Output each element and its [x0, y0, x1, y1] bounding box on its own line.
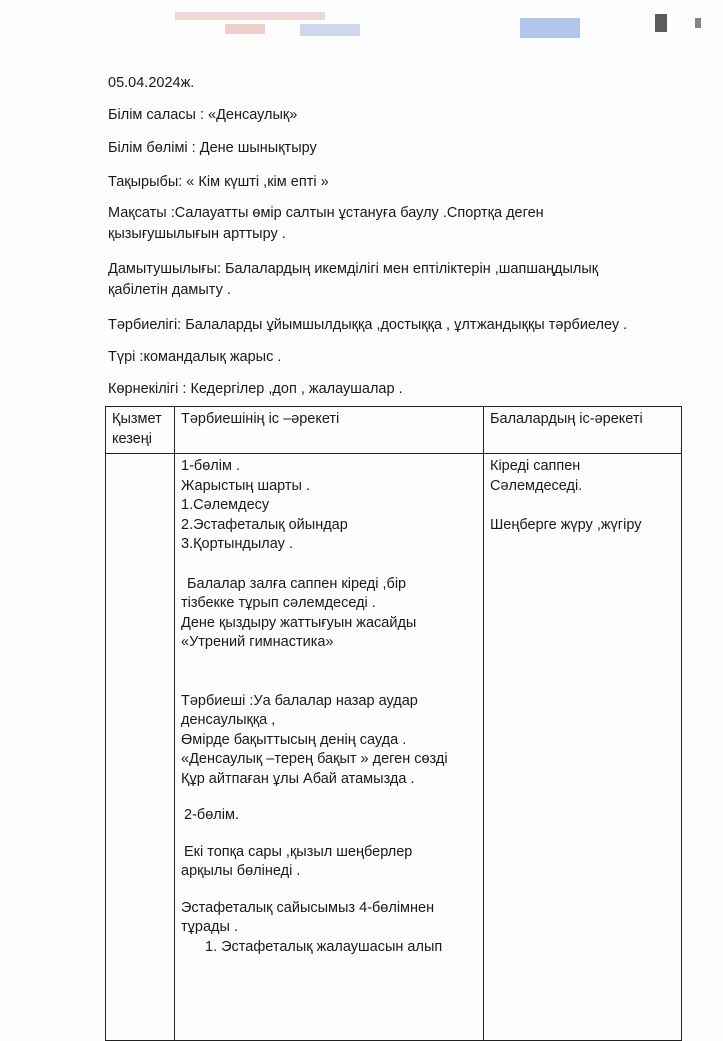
- part-2-title: 2-бөлім.: [184, 807, 239, 823]
- stage-cell: [106, 454, 175, 1041]
- education-area: Білім саласы : «Денсаулық»: [108, 107, 298, 123]
- children-text-line: Сәлемдеседі.: [490, 477, 583, 494]
- lesson-topic: Тақырыбы: « Кім күшті ,кім епті »: [108, 174, 329, 190]
- developmental-goal: [108, 259, 668, 301]
- rule-item-1: 1.Сәлемдесу: [181, 497, 270, 513]
- lesson-goal: [108, 203, 668, 245]
- teacher-text-line: денсаулыққа ,: [181, 712, 276, 728]
- teacher-activity-cell: [175, 454, 484, 1041]
- teacher-text-line: Тәрбиеші :Уа балалар назар аудар: [181, 692, 418, 709]
- teacher-text-line: Дене қыздыру жаттығуын жасайды: [181, 614, 417, 631]
- dev-line-1: Дамытушылығы: Балалардың икемділігі мен ептіліктерін ,шапшаңдылық: [108, 261, 599, 277]
- children-text-line: Кіреді саппен: [490, 458, 581, 474]
- scan-artifact-strip: [0, 0, 723, 40]
- children-activity-cell: [484, 454, 682, 1041]
- educational-goal: Тәрбиелігі: Балаларды ұйымшылдыққа ,достыққа , ұлтжандыққы тәрбиелеу .: [108, 317, 628, 333]
- teacher-text-line: Өмірде бақыттысың денің сауда .: [181, 731, 407, 748]
- teacher-text-line: Эстафеталық сайысымыз 4-бөлімнен: [181, 899, 435, 916]
- part-1-title: 1-бөлім .: [181, 458, 240, 474]
- goal-line-2: қызығушылығын арттыру .: [108, 226, 286, 242]
- teacher-text-line: «Денсаулық –терең бақыт » деген сөзді: [181, 751, 448, 767]
- teacher-text-line: Екі топқа сары ,қызыл шеңберлер: [184, 843, 413, 860]
- relay-item-1: 1. Эстафеталық жалаушасын алып: [205, 938, 443, 955]
- header-children-activity: Балалардың іс-әрекеті: [484, 407, 682, 454]
- dev-line-2: қабілетін дамыту .: [108, 282, 231, 298]
- header-stage-line-1: Қызмет: [112, 411, 162, 427]
- teacher-text-line: Балалар залға саппен кіреді ,бір: [187, 575, 407, 592]
- education-section: Білім бөлімі : Дене шынықтыру: [108, 140, 317, 156]
- header-teacher-activity: Тәрбиешінің іс –әрекеті: [175, 407, 484, 454]
- table-row: [106, 454, 682, 1041]
- lesson-date: 05.04.2024ж.: [108, 75, 195, 91]
- header-stage-line-2: кезеңі: [112, 430, 153, 447]
- header-activity-stage: [106, 407, 175, 454]
- rule-item-2: 2.Эстафеталық ойындар: [181, 516, 348, 533]
- lesson-plan-table: [105, 406, 682, 1041]
- lesson-type: Түрі :командалық жарыс .: [108, 349, 282, 365]
- teacher-text-line: Құр айтпаған ұлы Абай атамызда .: [181, 770, 415, 787]
- teacher-text-line: тұрады .: [181, 919, 238, 935]
- teacher-text-line: тізбекке тұрып сәлемдеседі .: [181, 595, 376, 611]
- teacher-text-line: «Утрений гимнастика»: [181, 634, 334, 650]
- rule-item-3: 3.Қортындылау .: [181, 536, 293, 552]
- children-text-line: Шеңберге жүру ,жүгіру: [490, 517, 642, 533]
- visual-aids: Көрнекілігі : Кедергілер ,доп , жалаушалар .: [108, 381, 403, 397]
- goal-line-1: Мақсаты :Салауатты өмір салтын ұстануға баулу .Спортқа деген: [108, 205, 544, 221]
- table-header-row: [106, 407, 682, 454]
- teacher-text-line: арқылы бөлінеді .: [181, 863, 301, 879]
- competition-rules: Жарыстың шарты .: [181, 477, 311, 494]
